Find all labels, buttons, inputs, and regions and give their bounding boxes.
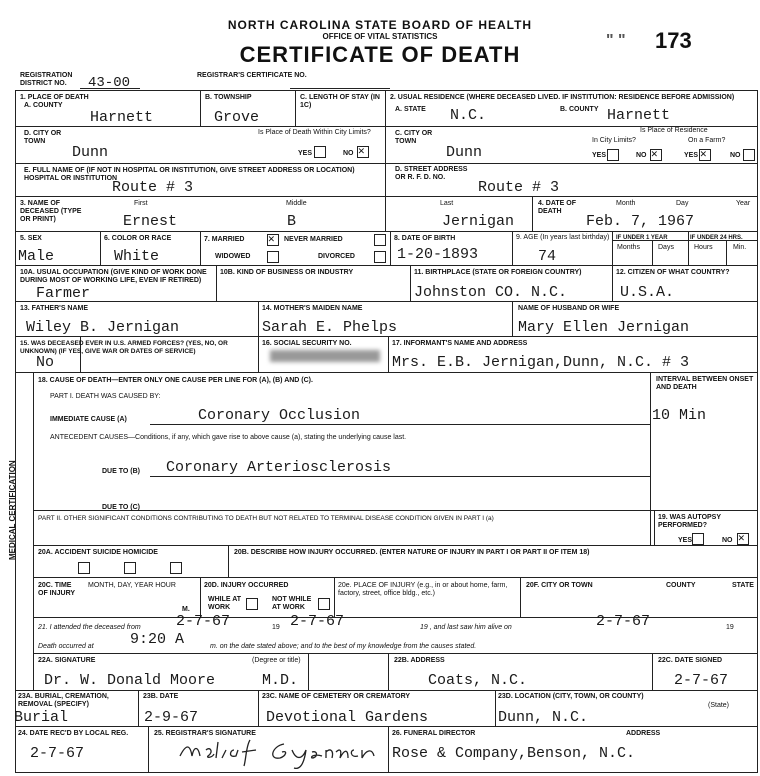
sex-label: 5. SEX (20, 235, 42, 242)
address-label: 22B. ADDRESS (394, 657, 445, 664)
burial-value: Burial (14, 709, 69, 726)
dob-label: 8. DATE OF BIRTH (394, 235, 456, 242)
res-limits-yes-checkbox[interactable] (607, 149, 619, 161)
cemetery-value: Devotional Gardens (266, 709, 429, 726)
time-injury-sub: MONTH, DAY, YEAR HOUR (88, 582, 176, 589)
date-of-death-label: 4. DATE OF DEATH (538, 200, 576, 215)
burial-date: 2-9-67 (144, 709, 199, 726)
age-value: 74 (538, 248, 557, 265)
funeral-director: Rose & Company,Benson, N.C. (392, 745, 636, 762)
office-name: OFFICE OF VITAL STATISTICS (322, 32, 438, 41)
last-saw-date: 2-7-67 (596, 613, 651, 630)
death-city-label: D. CITY OR TOWN (24, 130, 62, 145)
date-signed: 2-7-67 (674, 672, 729, 689)
sex-value: Male (18, 248, 55, 265)
year-label: Year (736, 200, 751, 207)
date-signed-label: 22C. DATE SIGNED (658, 657, 723, 664)
check-mark-icon: ✕ (700, 149, 707, 161)
under-24-label: IF UNDER 24 HRS. (690, 235, 743, 241)
while-at-work-label: WHILE AT WORK (208, 596, 242, 611)
on-farm-label: On a Farm? (688, 137, 726, 144)
attended-label: 21. I attended the deceased from (38, 624, 141, 631)
no-label: NO (730, 152, 741, 159)
cert-prefix: " " (606, 32, 626, 49)
cemetery-label: 23C. NAME OF CEMETERY OR CREMATORY (262, 693, 411, 700)
due-to-b: Coronary Arteriosclerosis (166, 459, 392, 476)
spouse-label: NAME OF HUSBAND OR WIFE (518, 305, 620, 312)
informant-label: 17. INFORMANT'S NAME AND ADDRESS (392, 340, 528, 347)
reg-district-label: REGISTRATION DISTRICT NO. (20, 72, 73, 87)
business-label: 10B. KIND OF BUSINESS OR INDUSTRY (220, 269, 354, 276)
death-at-label: Death occurred at (38, 643, 94, 650)
injury-occurred-label: 20D. INJURY OCCURRED (204, 582, 289, 589)
never-married-checkbox[interactable] (374, 234, 386, 246)
no-label: NO (343, 150, 354, 157)
min-label: Min. (733, 244, 747, 251)
days-label: Days (658, 244, 674, 251)
check-mark-icon: ✕ (651, 149, 658, 161)
not-while-label: NOT WHILE AT WORK (272, 596, 312, 611)
day-label: Day (676, 200, 689, 207)
immediate-cause-label: IMMEDIATE CAUSE (A) (50, 416, 127, 423)
injury-city-label: 20F. CITY OR TOWN (526, 582, 593, 589)
within-city-limits-label: Is Place of Death Within City Limits? (258, 129, 371, 136)
farm-no-checkbox[interactable] (743, 149, 755, 161)
birthplace-label: 11. BIRTHPLACE (STATE OR FOREIGN COUNTRY) (414, 269, 582, 276)
part1-label: PART I. DEATH WAS CAUSED BY: (50, 393, 161, 400)
informant-value: Mrs. E.B. Jernigan,Dunn, N.C. # 3 (392, 354, 690, 371)
yes-label: YES (298, 150, 313, 157)
not-at-work-checkbox[interactable] (318, 598, 330, 610)
death-time: 9:20 A (130, 631, 185, 648)
deceased-name-label: 3. NAME OF DECEASED (TYPE OR PRINT) (20, 200, 82, 223)
race-value: White (114, 248, 160, 265)
check-mark-icon: ✕ (358, 146, 365, 158)
first-label: First (134, 200, 148, 207)
county-label: A. COUNTY (24, 102, 63, 109)
married-label: 7. MARRIED (204, 236, 245, 243)
signer-degree: M.D. (262, 672, 299, 689)
due-to-b-label: DUE TO (B) (102, 468, 140, 475)
hospital-label: E. FULL NAME OF (IF NOT IN HOSPITAL OR INSTITUTION, GIVE STREET ADDRESS OR LOCATION) HOSPITAL OR INSTITUTION (24, 167, 355, 182)
date-of-death: Feb. 7, 1967 (586, 213, 695, 230)
due-to-c-label: DUE TO (C) (102, 504, 140, 511)
signer-name: Dr. W. Donald Moore (44, 672, 216, 689)
hours-label: Hours (694, 244, 713, 251)
document-title: CERTIFICATE OF DEATH (239, 42, 521, 67)
funeral-director-label: 26. FUNERAL DIRECTOR (392, 730, 476, 737)
never-married-label: NEVER MARRIED (284, 236, 343, 243)
race-label: 6. COLOR OR RACE (104, 235, 172, 242)
reg-district-value: 43-00 (88, 75, 131, 91)
medical-certification-label: MEDICAL CERTIFICATION (8, 460, 17, 560)
autopsy-yes-checkbox[interactable] (692, 533, 704, 545)
at-work-checkbox[interactable] (246, 598, 258, 610)
spouse-value: Mary Ellen Jernigan (518, 319, 690, 336)
months-label: Months (617, 244, 640, 251)
antecedent-label: ANTECEDENT CAUSES—Conditions, if any, which gave rise to above cause (a), stating the underlying cause last. (50, 434, 407, 441)
burial-label: 23A. BURIAL, CREMATION, REMOVAL (SPECIFY) (18, 693, 109, 708)
place-injury-label: 20e. PLACE OF INJURY (e.g., in or about home, farm, factory, street, office bldg., etc.) (338, 582, 508, 597)
last-label: Last (440, 200, 454, 207)
residence-city: Dunn (446, 144, 483, 161)
burial-date-label: 23B. DATE (143, 693, 179, 700)
res-county-label: B. COUNTY (560, 106, 599, 113)
homicide-checkbox[interactable] (170, 562, 182, 574)
birthplace-value: Johnston CO. N.C. (414, 284, 568, 301)
degree-label: (Degree or title) (252, 657, 301, 664)
check-mark-icon: ✕ (268, 234, 275, 246)
middle-name: B (287, 213, 297, 230)
injury-state-label: STATE (732, 582, 754, 589)
accident-label: 20A. ACCIDENT SUICIDE HOMICIDE (38, 549, 158, 556)
state-paren-label: (State) (708, 702, 730, 709)
occupation-value: Farmer (36, 285, 91, 302)
injury-county-label: COUNTY (666, 582, 696, 589)
armed-forces-label: 15. WAS DECEASED EVER IN U.S. ARMED FORCES? (YES, NO, OR UNKNOWN) (IF YES, GIVE WAR OR DATES OF SERVICE) (20, 340, 228, 355)
date-recd: 2-7-67 (30, 745, 85, 762)
interval-value: 10 Min (652, 407, 707, 424)
immediate-cause: Coronary Occlusion (198, 407, 361, 424)
place-of-residence-label: Is Place of Residence (640, 127, 708, 134)
residence-county: Harnett (607, 107, 671, 124)
agency-name: NORTH CAROLINA STATE BOARD OF HEALTH (227, 18, 533, 32)
residence-street: Route # 3 (478, 179, 560, 196)
location-value: Dunn, N.C. (498, 709, 589, 726)
attended-19: 19 (272, 624, 280, 631)
registrar-signature (176, 736, 386, 776)
death-city: Dunn (72, 144, 109, 161)
accident-checkbox[interactable] (78, 562, 90, 574)
suicide-checkbox[interactable] (124, 562, 136, 574)
citizen-value: U.S.A. (620, 284, 675, 301)
m-label: M. (182, 606, 190, 613)
hospital-value: Route # 3 (112, 179, 194, 196)
certificate-number: 173 (655, 28, 692, 53)
part2-label: PART II. OTHER SIGNIFICANT CONDITIONS CONTRIBUTING TO DEATH BUT NOT RELATED TO TERMINAL DISEASE CONDITION GIVEN IN PART I (a) (38, 515, 494, 522)
widowed-checkbox[interactable] (267, 251, 279, 263)
death-township: Grove (214, 109, 260, 126)
citizen-label: 12. CITIZEN OF WHAT COUNTRY? (616, 269, 730, 276)
interval-label: INTERVAL BETWEEN ONSET AND DEATH (656, 376, 754, 391)
first-name: Ernest (123, 213, 178, 230)
divorced-label: DIVORCED (318, 253, 355, 260)
father-value: Wiley B. Jernigan (26, 319, 180, 336)
date-recd-label: 24. DATE REC'D BY LOCAL REG. (18, 730, 129, 737)
yes-label: YES (684, 152, 699, 159)
yes-label: YES (678, 537, 693, 544)
attended-to: 2-7-67 (290, 613, 345, 630)
month-label: Month (616, 200, 636, 207)
location-label: 23D. LOCATION (CITY, TOWN, OR COUNTY) (498, 693, 644, 700)
time-injury-label: 20C. TIME OF INJURY (38, 582, 76, 597)
registrar-cert-label: REGISTRAR'S CERTIFICATE NO. (197, 72, 307, 79)
divorced-checkbox[interactable] (374, 251, 386, 263)
res-city-label: C. CITY OR TOWN (395, 130, 433, 145)
within-limits-yes-checkbox[interactable] (314, 146, 326, 158)
no-label: NO (636, 152, 647, 159)
attendance-tail: m. on the date stated above; and to the best of my knowledge from the causes stated. (210, 643, 477, 650)
check-mark-icon: ✕ (738, 533, 745, 545)
funeral-address-label: ADDRESS (626, 730, 661, 737)
widowed-label: WIDOWED (215, 253, 251, 260)
middle-label: Middle (286, 200, 307, 207)
place-of-death-label: 1. PLACE OF DEATH (20, 94, 89, 101)
death-county: Harnett (90, 109, 154, 126)
autopsy-label: 19. WAS AUTOPSY PERFORMED? (658, 514, 721, 529)
last-name: Jernigan (442, 213, 515, 230)
under-1-label: IF UNDER 1 YEAR (616, 235, 668, 241)
armed-forces-value: No (36, 354, 55, 371)
year-tail: 19 (726, 624, 734, 631)
street-label: D. STREET ADDRESS OR R. F. D. NO. (395, 166, 468, 181)
yes-label: YES (592, 152, 607, 159)
attended-from: 2-7-67 (176, 613, 231, 630)
age-label: 9. AGE (In years last birthday) (516, 234, 610, 241)
injury-how-label: 20B. DESCRIBE HOW INJURY OCCURRED. (ENTER NATURE OF INJURY IN PART I OR PART II OF ITEM 18) (234, 549, 590, 556)
usual-residence-label: 2. USUAL RESIDENCE (WHERE DECEASED LIVED. IF INSTITUTION: RESIDENCE BEFORE ADMISSION) (390, 94, 735, 101)
mother-label: 14. MOTHER'S MAIDEN NAME (262, 305, 363, 312)
in-city-limits-label: In City Limits? (592, 137, 636, 144)
signature-label: 22A. SIGNATURE (38, 657, 96, 664)
ssn-label: 16. SOCIAL SECURITY NO. (262, 340, 352, 347)
state-label: A. STATE (395, 106, 426, 113)
dob-value: 1-20-1893 (397, 246, 479, 263)
residence-state: N.C. (450, 107, 487, 124)
ssn-redacted (270, 350, 380, 362)
occupation-label: 10A. USUAL OCCUPATION (GIVE KIND OF WORK DONE DURING MOST OF WORKING LIFE, EVEN IF RETIRED) (20, 269, 207, 284)
no-label: NO (722, 537, 733, 544)
length-of-stay-label: C. LENGTH OF STAY (IN 1C) (300, 94, 380, 109)
signer-address: Coats, N.C. (428, 672, 528, 689)
registrar-sig-label: 25. REGISTRAR'S SIGNATURE (154, 730, 256, 737)
last-saw-label: 19 , and last saw him alive on (420, 624, 512, 631)
father-label: 13. FATHER'S NAME (20, 305, 89, 312)
mother-value: Sarah E. Phelps (262, 319, 398, 336)
cause-label: 18. CAUSE OF DEATH—ENTER ONLY ONE CAUSE PER LINE FOR (A), (B) AND (C). (38, 377, 313, 384)
township-label: B. TOWNSHIP (205, 94, 252, 101)
